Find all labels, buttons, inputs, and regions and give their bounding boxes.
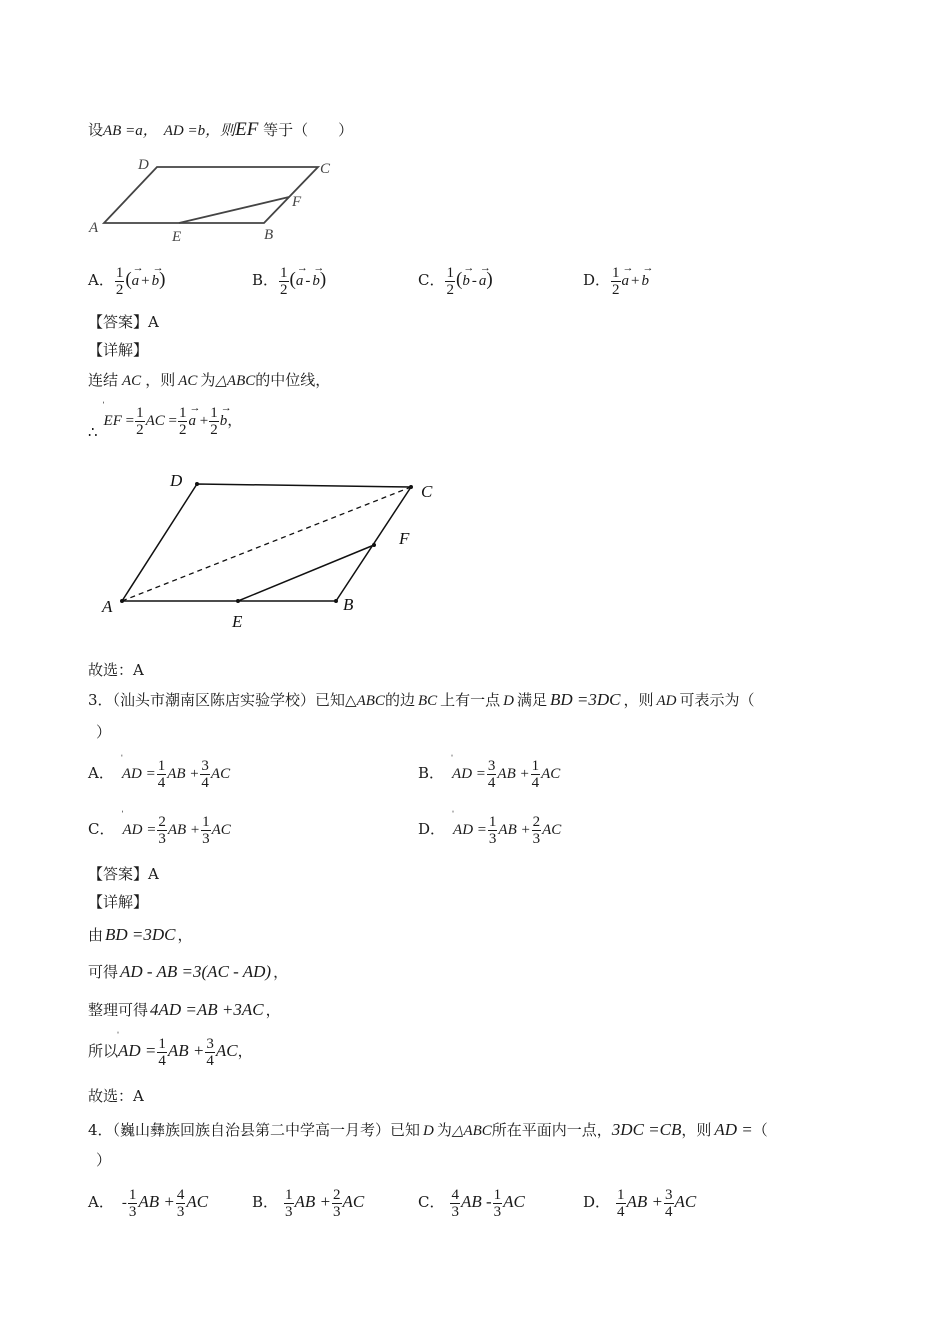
numerator: 1: [128, 1186, 137, 1203]
fraction: [200, 758, 210, 791]
equals: =: [164, 413, 177, 429]
fraction: [531, 758, 541, 791]
math-triangle: △ABC: [451, 1123, 492, 1139]
vector-ab: AB +: [167, 766, 200, 782]
numerator: 1: [157, 757, 166, 774]
option-key: B．: [252, 1193, 279, 1211]
operator: -: [471, 273, 477, 289]
numerator: 4: [451, 1186, 459, 1203]
text: ，: [237, 1042, 253, 1060]
operator: -: [305, 273, 311, 289]
text: ，则: [681, 1121, 712, 1139]
denominator: 4: [206, 1052, 214, 1069]
denominator: 2: [280, 281, 288, 298]
operator: +: [631, 273, 640, 289]
numerator: 1: [158, 1035, 166, 1052]
fraction: [205, 1036, 215, 1069]
label-C: C: [421, 482, 433, 501]
vector-ad: ˈ AD =: [122, 756, 156, 792]
q2-option-a[interactable]: [88, 262, 165, 299]
fraction: [445, 265, 455, 298]
numerator: 1: [280, 264, 288, 281]
option-key: A．: [88, 1193, 114, 1211]
text: ，: [227, 411, 243, 429]
label-F: F: [292, 194, 302, 210]
text: 为: [200, 371, 216, 389]
vector-ac: AC: [210, 766, 231, 782]
fraction: [115, 265, 125, 298]
text: 上有一点: [440, 691, 501, 709]
vector-ac: AC: [342, 1192, 365, 1211]
therefore-symbol: ∴: [88, 423, 98, 441]
label-E: E: [172, 229, 182, 245]
fraction: [279, 265, 289, 298]
text: 可表示为（: [679, 691, 755, 709]
paren: ): [159, 269, 166, 290]
numerator: 2: [158, 813, 166, 830]
vector-ac: AC: [541, 766, 561, 782]
vector-ac: AC: [186, 1192, 209, 1211]
denominator: 3: [285, 1203, 293, 1220]
q4-option-c[interactable]: [418, 1182, 525, 1222]
math-ac: AC: [178, 373, 198, 389]
option-key: D．: [418, 820, 446, 838]
numerator: 1: [202, 813, 210, 830]
text: ，: [265, 1001, 281, 1019]
denominator: 4: [665, 1203, 673, 1220]
operator: +: [141, 273, 150, 289]
label-D: D: [138, 157, 149, 173]
denominator: 4: [617, 1203, 625, 1220]
paren: (: [455, 269, 463, 290]
denominator: 3: [176, 1203, 185, 1220]
paren: (: [125, 269, 132, 290]
plus: +: [195, 413, 209, 429]
q3-option-a[interactable]: [88, 755, 230, 792]
fraction: [616, 1187, 626, 1220]
math-bc: BC: [417, 693, 438, 709]
denominator: 3: [493, 1203, 502, 1220]
option-key: C．: [418, 271, 445, 289]
numerator: 3: [206, 1035, 214, 1052]
q3-detail-line1: [88, 925, 193, 945]
q4-stem-line1: [88, 1120, 768, 1141]
vector-b: → b: [642, 263, 650, 299]
numerator: 1: [612, 264, 620, 281]
math-d: D: [503, 693, 514, 709]
vector-ab: AB +: [294, 1192, 332, 1211]
numerator: 1: [617, 1186, 625, 1203]
q2-choose: 故选：A: [88, 661, 144, 679]
denominator: 3: [202, 830, 210, 847]
text: 连结: [88, 371, 119, 389]
parallelogram-figure-small: [84, 150, 344, 250]
numerator: 1: [210, 404, 218, 421]
fraction: [664, 1187, 674, 1220]
q2-detail-line2: [88, 402, 242, 439]
stem-eq-a: =a，: [121, 123, 158, 139]
option-key: C．: [88, 820, 115, 838]
math-ad: AD: [656, 693, 677, 709]
stem-eq-b: =b，则: [183, 123, 236, 139]
q3-choose: 故选：A: [88, 1087, 144, 1105]
vector-ad: ˈ AD =: [118, 1033, 156, 1069]
vector-ad: ˈ AD =: [122, 812, 156, 848]
denominator: 2: [136, 421, 144, 438]
math-ac: AC: [122, 373, 142, 389]
vector-b: → b: [220, 403, 228, 439]
denominator: 4: [201, 774, 209, 791]
numerator: 3: [665, 1186, 673, 1203]
paren: ): [486, 269, 493, 290]
denominator: 3: [488, 830, 497, 847]
label-D: D: [170, 471, 183, 490]
fraction: [532, 814, 542, 847]
text: 的边: [384, 691, 415, 709]
q4-option-a[interactable]: [88, 1182, 208, 1223]
denominator: 3: [333, 1203, 341, 1220]
fraction: [157, 758, 167, 791]
vector-ab: AB +: [626, 1192, 664, 1211]
fraction: [157, 1036, 167, 1069]
numerator: 4: [176, 1186, 185, 1203]
denominator: 3: [532, 830, 541, 847]
paren: ): [319, 269, 327, 290]
q2-option-c[interactable]: [418, 262, 493, 299]
label-F: F: [399, 529, 410, 548]
fraction: [209, 405, 219, 438]
q3-option-b[interactable]: [418, 755, 560, 792]
q4-option-d[interactable]: [583, 1182, 696, 1222]
option-key: B．: [252, 271, 279, 289]
label-A: A: [89, 220, 99, 236]
q3-answer: 【答案】A: [88, 865, 159, 883]
denominator: 3: [128, 1203, 137, 1220]
math-condition: BD =3DC: [550, 690, 621, 709]
stem-post: 等于（ ）: [258, 121, 354, 139]
denominator: 4: [487, 774, 496, 791]
fraction: [450, 1187, 460, 1220]
vector-ac: AC: [215, 1041, 238, 1060]
math-expression: 4AD =AB +3AC: [150, 1000, 264, 1019]
option-key: C．: [418, 1193, 445, 1211]
vector-a: → a: [132, 263, 140, 299]
text: ，则: [145, 371, 176, 389]
vector-ab: AB +: [167, 1041, 205, 1060]
option-key: D．: [583, 1193, 611, 1211]
vector-ab: AB: [103, 123, 122, 139]
text: ，则: [623, 691, 654, 709]
numerator: 1: [285, 1186, 293, 1203]
option-key: A．: [88, 764, 114, 782]
q4-option-b[interactable]: [252, 1182, 364, 1222]
label-E: E: [232, 612, 243, 631]
option-key: B．: [418, 764, 445, 782]
vector-ab: AB +: [138, 1192, 175, 1211]
stem-text: 设: [88, 121, 104, 139]
vector-ac: AC: [211, 822, 231, 838]
denominator: 3: [451, 1203, 459, 1220]
fraction: [135, 405, 145, 438]
vector-ad: AD: [163, 123, 184, 139]
math-condition: 3DC =CB: [611, 1120, 682, 1139]
text: 3．（汕头市潮南区陈店实验学校）已知△: [88, 691, 357, 709]
vector-ad: ˈ AD =: [453, 812, 487, 848]
numerator: 1: [531, 757, 540, 774]
label-C: C: [320, 161, 331, 177]
fraction: [176, 1187, 186, 1220]
text: 所在平面内一点，: [491, 1121, 612, 1139]
math-expression: BD =3DC: [105, 925, 176, 944]
q3-detail-line4: [88, 1033, 253, 1069]
parallelogram-figure-large: [96, 465, 456, 635]
q2-option-b[interactable]: [252, 262, 326, 299]
equals: =: [121, 413, 135, 429]
fraction: [284, 1187, 294, 1220]
denominator: 4: [157, 774, 166, 791]
fraction: [128, 1187, 138, 1220]
vector-b: → b: [152, 263, 160, 299]
text: ，: [177, 926, 193, 944]
q3-detail-label: 【详解】: [88, 893, 149, 911]
q3-detail-line2: [88, 962, 288, 982]
vector-ad: ˈ AD =: [452, 756, 486, 792]
fraction: [332, 1187, 342, 1220]
vector-ad: AD =: [714, 1120, 753, 1139]
vector-a: → a: [479, 263, 487, 299]
math-abc: ABC: [356, 693, 385, 709]
numerator: 2: [333, 1186, 341, 1203]
denominator: 4: [531, 774, 540, 791]
text: 为: [436, 1121, 452, 1139]
vector-ac: AC: [503, 1192, 525, 1211]
vector-ef: EF: [235, 119, 259, 140]
math-expression: AD - AB =3(AC - AD): [120, 962, 272, 981]
q3-detail-line3: [88, 1000, 281, 1020]
vector-ef: ˈ EF: [104, 403, 122, 439]
numerator: 1: [178, 404, 187, 421]
text: 整理可得: [88, 1001, 149, 1019]
q3-stem-line1: [88, 690, 755, 711]
numerator: 1: [446, 264, 454, 281]
minus-sign: -: [121, 1195, 127, 1211]
text: 由: [88, 926, 104, 944]
denominator: 2: [446, 281, 454, 298]
text: 所以: [88, 1042, 119, 1060]
q3-option-c[interactable]: [88, 811, 231, 848]
text: ，: [273, 963, 289, 981]
text: 满足: [516, 691, 547, 709]
vector-b: → b: [312, 263, 320, 299]
q2-option-d[interactable]: [583, 262, 649, 299]
denominator: 2: [178, 421, 187, 438]
fraction: [178, 405, 188, 438]
paren: (: [289, 269, 296, 290]
math-triangle: △ABC: [215, 373, 256, 389]
q2-detail-label: 【详解】: [88, 341, 149, 359]
option-key: A．: [88, 271, 114, 289]
text: 4．（巍山彝族回族自治县第二中学高一月考）已知: [88, 1121, 421, 1139]
q2-detail-line1: [88, 370, 330, 391]
vector-ac: AC: [674, 1192, 697, 1211]
numerator: 1: [136, 404, 144, 421]
numerator: 3: [487, 757, 496, 774]
fraction: [493, 1187, 503, 1220]
label-B: B: [343, 595, 354, 614]
label-A: A: [102, 597, 113, 616]
vector-a: → a: [296, 263, 304, 299]
numerator: 3: [201, 757, 209, 774]
option-key: D．: [583, 271, 611, 289]
vector-ab: AB +: [497, 766, 530, 782]
numerator: 1: [488, 813, 497, 830]
math-d: D: [423, 1123, 434, 1139]
vector-ac: AC: [145, 413, 165, 429]
fraction: [611, 265, 621, 298]
vector-ab: AB +: [498, 822, 531, 838]
text: 的中位线，: [255, 371, 331, 389]
label-B: B: [264, 227, 274, 243]
vector-ab: AB -: [460, 1192, 492, 1211]
vector-a: → a: [622, 263, 630, 299]
fraction: [487, 758, 497, 791]
text: 可得: [88, 963, 119, 981]
denominator: 3: [158, 830, 166, 847]
q2-answer: 【答案】A: [88, 313, 159, 331]
vector-a: → a: [188, 403, 196, 439]
fraction: [157, 814, 167, 847]
denominator: 4: [158, 1052, 166, 1069]
fraction: [201, 814, 211, 847]
numerator: 1: [115, 264, 124, 281]
q3-option-d[interactable]: [418, 811, 561, 848]
denominator: 2: [612, 281, 620, 298]
q2-stem: [88, 120, 353, 141]
denominator: 2: [210, 421, 218, 438]
vector-b: → b: [462, 263, 470, 299]
q4-stem-line2: ）: [96, 1151, 112, 1169]
q3-stem-line2: ）: [96, 723, 112, 741]
numerator: 1: [493, 1186, 502, 1203]
numerator: 2: [532, 813, 541, 830]
denominator: 2: [115, 281, 124, 298]
fraction: [488, 814, 498, 847]
text: （: [752, 1121, 768, 1139]
vector-ab: AB +: [167, 822, 201, 838]
vector-ac: AC: [542, 822, 562, 838]
